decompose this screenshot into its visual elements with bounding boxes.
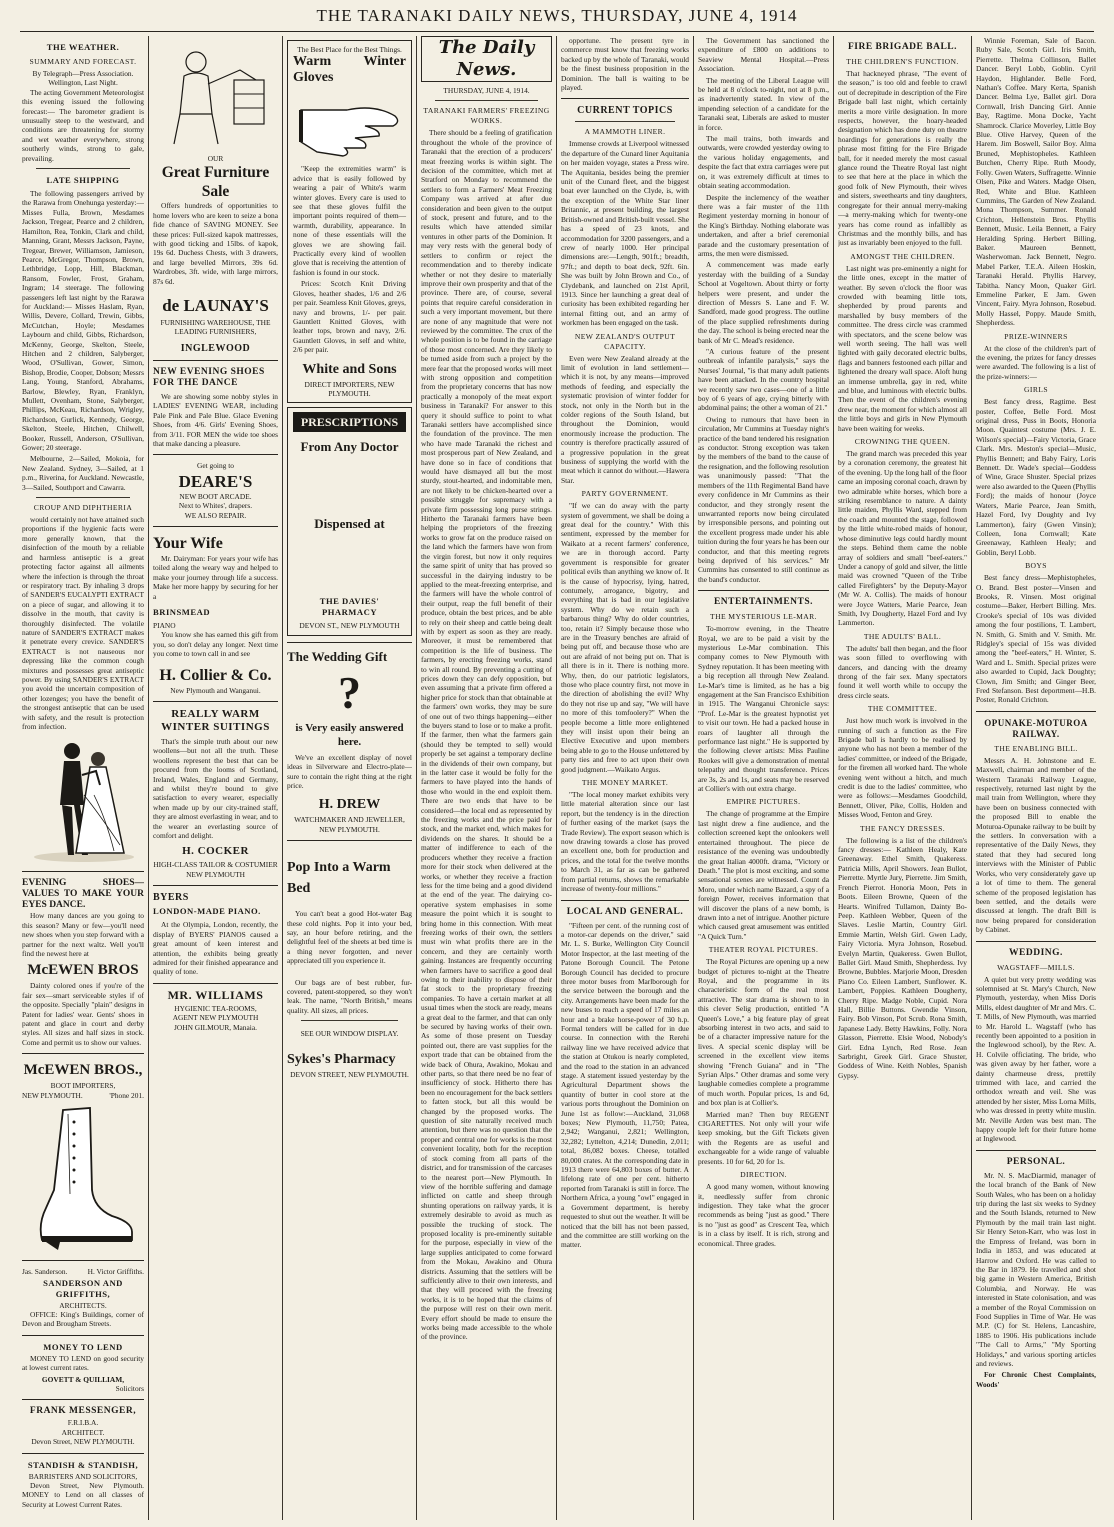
- divider: [22, 1453, 144, 1454]
- sanderson-partner-a: Jas. Sanderson.: [22, 1267, 68, 1277]
- white-sons-subheading: DIRECT IMPORTERS, NEW PLYMOUTH.: [304, 379, 395, 398]
- standish-text: Devon Street, New Plymouth. MONEY to Lend on all classes of Security at Lowest Current Rates.: [22, 1480, 144, 1509]
- railway-heading: OPUNAKE-MOTUROA RAILWAY.: [984, 717, 1088, 739]
- mcewen-address-line: [22, 1091, 144, 1100]
- dateline: THURSDAY, JUNE 4, 1914.: [443, 86, 530, 95]
- sanderson-role: ARCHITECTS.: [59, 1300, 107, 1310]
- messenger-address: Devon Street, NEW PLYMOUTH.: [31, 1437, 135, 1447]
- divider: [153, 454, 278, 455]
- local-general-heading: LOCAL AND GENERAL.: [566, 906, 684, 917]
- shipping-text: The following passengers arrived by the Rarawa from Onehunga yesterday:— Misses Fulla, Brown, Mesdames Jackson, Tregear, Pearce and 2 children, Hamilton, Rea, Tonkin, Clark and child, Manning, Grant, Messrs Jackson, Payne, Tregear, Brewer, Williamson, Jamieson, Pearce, McGregor, Thompson, Brown, Lethbridge, Lopp, Hill, Blackman, Ransom, Fowler, Frost, Graham, Ingram; 14 steerage. The following passengers left last night by the Rarawa for Auckland:— Misses Haslam, Ryan, Willis, Devere, Collard, Trewin, Gibbs, McCutchan, Hoyle; Mesdames Laybourn and child, Gibbs, Richardson, McKenny, George, Skelton, Steele, Hitchen and 2 children, Salyberger, Wood, O'Sullivan, Gower, Simon, Bishop, Brodie, Cooper, Dobson; Messrs Lang, Young, Stanford, Abrahams, Barlow, Blewley, Ryan, Franklyn, Mullett, Ovenham, Stone, Salyberger, Phillips, McKeau, Richardson, Wrigley, Richardson, Gurlick, Kennedy, George, Skelton, Steele, Hitchen, Chilwell, Booker, Russell, Anderson, O'Sullivan, Gower; 20 steerage.: [22, 189, 144, 453]
- hot-water-bag-text: You can't beat a good Hot-water Bag these cold nights. Pop it into your bed, say, an hour before retiring, and the delightful feel of the sheets at bed time is a thing never forgotten, and never appreciated till you experience it.: [287, 909, 412, 966]
- wedding-heading: WEDDING.: [1009, 947, 1063, 958]
- divider: [976, 711, 1096, 712]
- prescriptions-heading: PRESCRIPTIONS: [293, 412, 406, 432]
- deares-intro: Get going to: [197, 461, 234, 471]
- column-4: [421, 36, 552, 1520]
- window-display: SEE OUR WINDOW DISPLAY.: [300, 1029, 399, 1039]
- standish-heading: STANDISH & STANDISH,: [27, 1459, 139, 1470]
- gloves-quote: "Keep the extremities warm" is advice that is easily followed by wearing a pair of White's warm winter gloves. Every care is used to see that these gloves fulfil the important points required of them—warmth, durability, appearance. In none of these essentials will the gloves we are showing fail. Practically every kind of woollen glove that is receiving the attention of fashion is found in our stock.: [293, 164, 406, 277]
- furniture-our: OUR: [207, 154, 224, 163]
- easily-answered: is Very easily answered here.: [295, 721, 404, 748]
- furniture-sale-heading: Great Furniture Sale: [161, 164, 270, 201]
- news-item-b: The meeting of the Liberal League will be held at 8 o'clock to-night, not at 8 p.m., as inadvertently stated. In view of the impending selection of a candidate for the Taranaki seat, Liberals are asked to muster in force.: [698, 75, 829, 132]
- white-sons-heading: White and Sons: [302, 361, 397, 377]
- sanderson-partners: [22, 1267, 144, 1276]
- glove-hand-illustration: [295, 90, 405, 160]
- column-2: [153, 36, 278, 1520]
- column-rule: [556, 36, 557, 1520]
- piano-label: PIANO: [153, 620, 176, 630]
- theatre-royal-text: The Royal Pictures are opening up a new budget of pictures to-night at the Theatre Royal, and the programme in its characteristic form of the real most attractive. The star drama is shown to in this clever Selig production, entitled "A Queen's Love," a big feature play of great absorbing interest in two acts, and said to be of a character impressive nature for the lives. A special scenic display will be screened in the excellent view items showing "French Guiana" and in "The Syrian Alps." Other dramas and some very laughable comedies complete a programme of much worth. Popular prices, 1s and 6d, and box plan is at Collier's.: [698, 957, 829, 1108]
- crowning-queen-heading: CROWNING THE QUEEN.: [854, 437, 951, 447]
- forecast-text: The acting Government Meteorologist this evening issued the following forecast:— The barometer gradient is unusually steep to the westward, and conditions are threatening for stormy and wet weather everywhere, strong southerly winds, strong to gale, prevailing.: [22, 87, 144, 163]
- collier-heading: H. Collier & Co.: [159, 666, 272, 684]
- personal-heading: PERSONAL.: [1006, 1156, 1066, 1167]
- sanderson-heading: SANDERSON AND GRIFFITHS,: [43, 1277, 123, 1299]
- dancing-couple-illustration: [24, 735, 142, 865]
- croup-text: would certainly not have attained such proportions if the hygienic facts were more generally known, that the disinfection of the mouth by a reliable and harmless antiseptic is a great protecting factor against all ailments where the infection is through the throat or respiratory tract. By inhaling 3 drops of SANDER'S EUCALYPTI EXTRACT on a piece of sugar, and allowing it to dissolve in the mouth, that cavity is thoroughly disinfected. The volatile nature of SANDER'S EXTRACT makes it penetrate every crevice. SANDER'S EXTRACT is not nauseous nor depressing like the common cough mixtures and possesses great antiseptic power. By using SANDER'S EXTRACT you avoid the uncertain composition of other lozenges; you have the benefit of the strongest antiseptic that can be used with safety, and the result is protection from infection.: [22, 515, 144, 731]
- mcewen-role: BOOT IMPORTERS,: [50, 1081, 116, 1091]
- personal-text: Mr. N. S. MacDiarmid, manager of the local branch of the Bank of New South Wales, who has been on a holiday trip during the last six weeks to Sydney and the South Islands, returned to New Plymouth by the mail train last night. Sir Henry Seton-Karr, who was lost in the Empress of Ireland, was born in India in 1853, and was educated at Harrow and Oxford. He was called to the Bar in 1879. He travelled and shot big game in Western America, British Columbia, and Norway. He was interested in State colonisation, and was a member of the Royal Commission on Food Supplies in Time of War. He was M.P. (C) for St. Helens, Lancashire, 1885 to 1906. His publications include "The Call to Arms," "My Sporting Holidays," and various sporting articles and reviews.: [976, 1170, 1096, 1368]
- column-rule: [282, 36, 283, 1520]
- divider: [435, 100, 538, 101]
- pop-into-bed-heading: Pop Into a Warm Bed: [287, 860, 391, 897]
- mcewen-bros-heading: McEWEN BROS: [27, 962, 139, 979]
- empire-pictures-heading: EMPIRE PICTURES.: [726, 797, 801, 807]
- davies-heading: THE DAVIES' PHARMACY: [319, 596, 380, 618]
- gloves-ad: [287, 40, 412, 403]
- mammoth-liner-text: Immense crowds at Liverpool witnessed the departure of the Cunard liner Aquitania on her maiden voyage, states a Press wire. The Aquitania, besides being the premier unit of the Cunard fleet, and the biggest boat ever launched on the Clyde, is, with the exception of the White Star liner Britannic, at present building, the largest British-owned and British-built vessel. She has a speed of 23 knots, and accommodation for 3200 passengers, and a crew of nearly 1000. Her principal dimensions are:—Length, 901ft.; breadth, 97ft.; and depth to boat deck, 92ft. 6in. She was built by John Brown and Co., of Clydebank, and launched on 21st April, 1913. Since her launching a great deal of curiosity has been exhibited regarding her internal fitting out, and an army of workmen has been engaged on the task.: [561, 139, 689, 328]
- boot-illustration: [28, 1104, 138, 1254]
- mcewen-bros-name: McEWEN BROS.,: [23, 1062, 143, 1079]
- divider: [153, 526, 278, 527]
- forecast-subheading: By Telegraph—Press Association. Wellington, Last Night.: [32, 69, 134, 88]
- committee-heading: THE COMMITTEE.: [867, 704, 938, 714]
- pharmacy-spacer: [293, 457, 406, 513]
- prize-winners-heading: PRIZE-WINNERS: [1004, 331, 1068, 341]
- williams-subheading: HYGIENIC TEA-ROOMS,: [174, 1003, 257, 1013]
- divider: [153, 983, 278, 984]
- news-item-c: The mail trains, both inwards and outwards, were crowded yesterday owing to the various holiday engagements, and despite the fact that extra carriages were put on, it was extremely difficult at times to obtain seating accommodation.: [698, 134, 829, 191]
- furniture-sale-text: Offers hundreds of opportunities to home lovers who are keen to seize a bona fide chance of SAVING MONEY. See these prices: Full-sized kapok mattresses, with good ticking and 15lbs. of kapok, 19s 6d. Duchess Chests, with 3 drawers, and large bevelled Mirrors, 39s 6d. Wardrobes, 3ft. wide, with large mirrors, 87s 6d.: [153, 201, 278, 286]
- evening-shoes-text: How many dances are you going to this season? Many or few—you'll need new shoes when you step forward with a partner for the next waltz. Well you'll find the newest here at: [22, 911, 144, 959]
- wedding-gift-heading: The Wedding Gift: [287, 648, 388, 664]
- divider: [561, 98, 689, 99]
- daily-news-title: The Daily News.: [421, 36, 552, 82]
- hot-water-bag-details: Our bags are of best rubber, fur-covered, patent-stoppered, so they won't leak. The name, "North British," means quality. All sizes, all prices.: [287, 977, 412, 1015]
- byers-heading: BYERS: [153, 892, 189, 904]
- divider: [36, 497, 130, 498]
- mcewen-address: NEW PLYMOUTH.: [22, 1090, 83, 1100]
- question-mark: ?: [338, 666, 361, 718]
- shipping-heading: LATE SHIPPING: [46, 175, 120, 186]
- evening-shoes-ad-heading: NEW EVENING SHOES FOR THE DANCE: [153, 366, 265, 388]
- prize-winners-text: At the close of the children's part of the evening, the prizes for fancy dresses were awarded. The following is a list of the prize-winners:—: [976, 343, 1096, 381]
- column-3: [287, 36, 412, 1520]
- money-role: Solicitors: [115, 1383, 144, 1393]
- girls-heading: GIRLS: [1024, 385, 1048, 395]
- deares-location: Next to Whites', drapers.: [178, 501, 253, 511]
- girls-prizes: Best fancy dress, Ragtime. Best poster, Coffee, Belle Ford. Most original dress, Puss in Boots, Honoria Moon. Quaintest costume (Mrs. J. E. Wilson's special)—Fairy Victoria, Grace Clark. Mrs. Meston's special—Music, Phyllis Bennett; and Baby Fairy, Loris Bennett. Dr. Wade's special—Goddess of Wine, Grace Shuster. Special prizes were also awarded to the Queen (Phyllis Ford); the maids of honour (Joyce Waters, Marie Pearce, Jean Smith, Hazel Ford, Ivy Doughty and Ivy Lammerton), fairy (Gwen Vinsin); Colleen, Iona Cornwall; Kate Greenaway, Kathleen Healy; and Goblin, Beryl Lobb.: [976, 397, 1096, 557]
- money-market-text: "The local money market exhibits very little material alteration since our last report, but the tendency is in the direction of further easing of the market (says the Trade Review). The export season which is now drawing towards a close has proved an excellent one, both for production and prices, and the total for the twelve months to March 31, as far as can be gathered from partial returns, shows the remarkable increase of twenty-four millions.": [561, 790, 689, 894]
- standish-role: BARRISTERS AND SOLICITORS,: [28, 1471, 138, 1481]
- output-capacity-heading: NEW ZEALAND'S OUTPUT CAPACITY.: [574, 331, 676, 351]
- divider: [22, 1399, 144, 1400]
- money-heading: MONEY TO LEND: [43, 1341, 123, 1352]
- column-7: [838, 36, 967, 1520]
- warm-suitings-text: That's the simple truth about our new woollens—but not all the truth. These woollens represent the best that can be procured from the looms of Scotland, Ireland, Wales, England and Germany, and whilst they're bound to give satisfaction to every wearer, especially when made up by our city-trained staff, they are almost everlasting in wear, and to the wearer an everlasting source of comfort and delight.: [153, 737, 278, 841]
- fancy-dresses-heading: THE FANCY DRESSES.: [859, 823, 946, 833]
- croup-heading: CROUP AND DIPHTHERIA: [33, 503, 133, 513]
- divider: [153, 885, 278, 886]
- enabling-bill-text: Messrs A. H. Johnstone and E. Maxwell, chairman and member of the Western Taranaki Railway League, respectively, returned last night by the mail train from Wellington, where they have been on business connected with the proposed Bill to enable the Moturoa-Opunake railway to be built by the settlers. In conversation with a representative of the Daily News, they stated that they had secured long interviews with the Minister of Public Works, who very considerately gave up a lot of time to them. The general scheme of the proposed legislation has been settled, and the details were discussed at length. The draft Bill is now being prepared for consideration by Cabinet.: [976, 755, 1096, 935]
- news-item-g: Owing to rumours that have been in circulation, Mr Cummins at Tuesday night's practice of the band tendered his resignation as conductor. Strong exception was taken by the members of the band to the cause of the resignation, and the following resolution was unanimously passed: "That the members of the 11th Regimental Band have every confidence in Mr Cummins as their conductor, and they strongly resent the unwarranted reports now being circulated by irresponsible persons, and pointing out the excellent progress made under his able tuition during the four years he has been our conductor, and that this meeting regrets being deprived of his services." Mr Cummins has consented to still continue as the band's conductor.: [698, 414, 829, 584]
- collier-address: New Plymouth and Wanganui.: [170, 685, 261, 695]
- evening-shoes-heading: EVENING SHOES— VALUES TO MAKE YOUR EYES DANCE.: [22, 878, 144, 911]
- editorial-text: There should be a feeling of gratification throughout the whole of the province of Taranaki that the erection of a producers' meat freezing works is within sight. The decision of the committee, which met at Stratford on Monday to recommend the settlers to form a Farmers' Meat Freezing Company was arrived at after due consideration and been given to the output of stock, present and future, and to the results which have attended similar ventures in other parts of the Dominion. It may very rests with the general body of settlers to confirm or reject the recommendation and to thereby indicate whether or not they desire to materially improve their own prosperity and that of the province. There are, of course, several points that require careful consideration in such a very important movement, but there are none of any magnitude that were not reviewed by the committee. The crux of the whole position is to be found in the carriage of those most concerned. Are they likely to be turned aside from such a project by the mere fear that the proposed works will meet with strong opposition and competition from the proprietary concerns that has now practically a monopoly of the meat export business in Taranaki? For answer to this query it should suffice to point to what Taranaki settlers have accomplished since the foundation of the province. The men who have made Taranaki the richest and most prosperous part of New Zealand, and have done so in face of conditions that would have dismayed all but the most sturdy, stout-hearted, and indomitable men, are not likely to be chicken-hearted over a possible struggle for supremacy with a private firm possessing long purse strings. Hitherto the Taranaki farmers have been helping the proprietors of the freezing works to grow fat on the produce raised on the land which the farmers have won from the virgin forest, but now it only requires the same spirit of unity that has proved so successful in the dairying industry to be applied to the meat-freezing enterprise, and the farmers will have the whole control of their output, reap the full benefit of their produce, obtain the best prices, and be able to rely on their sheep and cattle being dealt with by expert as soon as they are ready. Moreover, it must be remembered that competition is the life of business. The farmers, by erecting freezing works, stand to win all round. By preventing a cutting of prices down they can defy opposition, but even assuming that a private firm offered a higher price for stock than that obtainable at the farmers' own works, they may be sure of one out of two things happening—either the buyers stand to lose or to make a profit. If the farmer, then what the farmers gain (should they be tempted to sell) would properly be set against a temporary decline in the dividends of their own company, but in the latter case it would be folly for the farmers to have played into the hands of those who would in the end exploit them. There are two ends that have to be considered—the local end as represented by the freezing works and the price paid for stock, and the market end, which makes for dividends on the shares. It should be a matter of indifference to each of the producers whether they receive a fraction more for their stock when delivered at the works, or whether they receive a fraction less for the time being and a good dividend at the end of the year. The dairying co-operative system emphasises in some measure the point which it is sought to bring home in this connection. With meat freezing works of their own, the settlers must win what profits there are in the concern, and they are certainly worth gaining. Instances are frequently occurring when farmers have to sacrifice a good deal owing to their inability to dispose of their fat stock to the proprietary freezing companies. To have a certain market at all usual times when the stock are ready, means a great deal to the farmer, and that can only be secured by having works of their own. As some of those present on Tuesday pointed out, there are vast supplies for the export trade that can be obtained from the wide back of Ohura, Awakino, Mokau and other parts, so that there need be no fear of insufficiency of stock. Hitherto there has been no encouragement for the back settlers to fatten stock, but all this would be changed by the proposed works. The question of site naturally received much attention, but there was no question that the proper and central one for works is the most convenient locality, both for the reception of stock coming from all parts of the district, and for transmission of the carcases to the nearest port—New Plymouth. In view of the horrible suffering and damage inflicted on cattle and sheep through shunting operations on railway yards, it is extremely desirable to avoid as much as possible the trucking of stock. The proposed locality is pre-eminently suitable for the purpose, especially in view of the large supplies anticipated to come forward from the Mokau, Awakino and Ohura districts. Assuming that the settlers will be sufficiently alive to their own interests, and that they will proceed with the freezing works, it is to be hoped that the claims of the purpose will rest on their own merit. Every effort should be made to ensure the works being made accessible to the whole of the province.: [421, 128, 552, 1342]
- column-5: [561, 36, 689, 1520]
- editorial-heading: TARANAKI FARMERS' FREEZING WORKS.: [423, 106, 550, 126]
- williams-agent-2: JOHN GILMOUR, Manaia.: [174, 1022, 257, 1032]
- local-general-text: "Fifteen per cent. of the running cost of a motor-car depends on the driver," said Mr. L. S. Burke, Wellington City Council Motor Inspector, at the last meeting of the Patone Borough Council. The Petone Borough Council has decided to procure three motor buses from Marlborough for the service between the borough and the city. Arrangements have been made for the new buses to reach a speed of 17 miles an hour and a brake horse-power of 30 h.p. Formal tenders will be called for in due course. In connection with the Rerehi railway line we have received advice that the station at Otukou is nearly completed, and the road to the station in an advanced stage. A statement issued yesterday by the Agricultural Department shows the quantity of butter in cool store at the various ports throughout the Dominion on June 1st as follow:—Auckland, 31,068 boxes; New Plymouth, 11,750; Patea, 2,942; Wanganui, 2,821; Wellington, 32,282; Lyttelton, 4,214; Dunedin, 2,011; total, 86,082 boxes. Cheese, totalled 80,000 crates. At the corresponding date in 1913 there were 64,803 boxes of butter. A lifelong rate of one per cent. hitherto reported from Taranaki is still in force. The Northern Africa, a young "owl" engaged in a Government department, is hereby requested to shut out the weather. It will be noticed that the bill has not been passed, and the committee are still working on the matter.: [561, 920, 689, 1250]
- divider: [561, 900, 689, 901]
- crowning-queen-text: The grand march was preceded this year by a coronation ceremony, the greatest hit of the evening. Up the long hall of the floor came an imposing coronal coach, drawn by two admirable white horses, which bore a striking resemblance to nature. A dainty little maiden, Phyllis Ward, stepped from the coach and mounted the stage, followed by the little white-robed maids of honour, whose diminutive legs could hardly mount the steps. Behind them came the noble array of soldiers and small "beef-eaters." Under a canopy of gold and silver, the little maid was crowned "Queen of the Tribe called Firefighters" by the Deputy-Mayor (Mr W. A. Collis). The maids of honour were Joyce Watters, Marie Pearce, Jean Smith, Ivy Dougherty, Hazel Ford and Ivy Lammerton.: [838, 449, 967, 628]
- divider: [22, 871, 144, 872]
- column-1: [22, 36, 144, 1520]
- le-mar-heading: THE MYSTERIOUS LE-MAR.: [710, 612, 817, 622]
- byers-text: At the Olympia, London, recently, the display of BYERS' PIANOS caused a great amount of keen interest and attention, the exhibits being greatly admired for their finished appearance and quality of tone.: [153, 920, 278, 977]
- column-6: [698, 36, 829, 1520]
- divider: [301, 1020, 398, 1021]
- sanderson-office: OFFICE: King's Buildings, corner of Devon and Brougham Streets.: [22, 1309, 144, 1329]
- mcewen-text: Dainty colored ones if you're of the fair sex—smart serviceable styles if of the opposite. Specially "plain" designs in Patent for ladies' wear. Gents' shoes in patent and glace in court and derby styles. All sizes and half sizes in stock. Come and permit us to show our values.: [22, 981, 144, 1047]
- news-item-e: A commencement was made early yesterday with the building of a Sunday School at Vogeltown. About thirty or forty helpers were present, and under the direction of Messrs S. Lane and F. W. Sandford, made good progress. The outline of the place supplied refreshments during the day. The school is being erected near the bank of Mr C. Mead's residence.: [698, 260, 829, 345]
- direction-heading: DIRECTION.: [740, 1170, 787, 1180]
- news-item-d: Despite the inclemency of the weather there was a fair muster of the 11th Regiment yesterday morning in honour of the King's Birthday. Nothing elaborate was undertaken, and after a brief ceremonial parade and the customary presentation of arms, the men were dismissed.: [698, 192, 829, 258]
- editorial-continuation: opportune. The present tyre in commerce must know that freezing works backed up by the whole of Taranaki, would be the finest business proposition in the Dominion. The ball is waiting to be played.: [561, 36, 689, 93]
- williams-heading: MR. WILLIAMS: [167, 987, 264, 1002]
- deares-heading: DEARE'S: [178, 471, 253, 491]
- dispensed-heading: Dispensed at: [314, 516, 385, 532]
- divider: [22, 1053, 144, 1054]
- divider: [22, 1260, 144, 1261]
- enabling-bill-heading: THE ENABLING BILL.: [994, 743, 1078, 753]
- current-topics-heading: CURRENT TOPICS: [577, 105, 673, 117]
- divider: [698, 590, 829, 591]
- deares-repair: WE ALSO REPAIR.: [184, 510, 247, 520]
- divider: [22, 1335, 144, 1336]
- news-item-f: "A curious feature of the present outbreak of infantile paralysis," says the Nurses' Journal, "is that many adult patients have been attacked. In the country hospital we recently saw two cases—one of a little boy of 6 years of age, crying bitterly with abdominal pains; the other a woman of 21.": [698, 347, 829, 413]
- your-wife-text-2: You know she has earned this gift from you, so don't delay any longer. Next time you come to town call in and see: [153, 630, 278, 659]
- news-item-a: The Government has sanctioned the expenditure of £800 on additions to Seaview Mental Hospital.—Press Association.: [698, 36, 829, 74]
- amongst-children-text: Last night was pre-eminently a night for the little ones, except in the matter of weather. By seven o'clock the floor was crowded with beaming little tots, shepherded by proud parents and marshalled by busy members of the committee. The dress circle was crammed with spectators, and the scene below was well worth seeing. The hall was well lighted with gaily decorated electric bulbs, flags and banners festooned each pillar and lightened the dreary wall space. Aloft hung an immense umbrella, gay in red, white and blue, and luminous with electric bulbs. Then the event of the children's evening drew near, the moment for which almost all the little boys and girls in New Plymouth have been waiting for weeks.: [838, 263, 967, 433]
- evening-shoes-ad-text: We are showing some nobby styles in LADIES' EVENING WEAR, including Pale Pink and Pale Blue. Glace Evening Shoes, from 4/6. Girls' Evening Shoes, from 3/11. FOR MEN the wide toe shoes that make dancing a pleasure.: [153, 391, 278, 448]
- theatre-royal-heading: THEATER ROYAL PICTURES.: [708, 945, 819, 955]
- davies-address: DEVON ST., NEW PLYMOUTH: [299, 621, 400, 631]
- column-rule: [416, 36, 417, 1520]
- masthead: THE TARANAKI DAILY NEWS, THURSDAY, JUNE 4, 1914: [20, 6, 1094, 32]
- column-8: [976, 36, 1096, 1520]
- furniture-sale-illustration: [156, 40, 276, 150]
- divider: [287, 840, 412, 841]
- wagstaff-mills-heading: WAGSTAFF—MILLS.: [997, 962, 1075, 972]
- le-mar-text: To-morrow evening, in the Theatre Royal, we are to be paid a visit by the mysterious Le-Mar combination. This company comes to New Plymouth with Sydney reputation. It has been meeting with a big reception all through New Zealand. Le-Mar's time is limited, as he has a big engagement at the San Francisco Exhibition in 1915. The Wanganui Chronicle says: "Prof. Le-Mar is the greatest hypnotist yet to visit our town. He had a packed house in roars of laughter all through the performance last night." He is supported by the following clever artists: Miss Pauline Rookes will give a demonstration of mental telepathy and thought transference. Prices are 3s, 2s and 1s, and seats may be reserved at Collier's with out extra charge.: [698, 624, 829, 794]
- regent-cigarettes-text: Married man? Then buy REGENT CIGARETTES. Not only will your wife keep smoking, but the Gift Tickets given with the Regents are as useful and exchangeable for a wide range of valuable presents. 10 for 6d, 20 for 1s.: [698, 1109, 829, 1166]
- column-rule: [833, 36, 834, 1520]
- shipping-movements: Melbourne, 2—Sailed, Mokoia, for New Zealand. Sydney, 3—Sailed, at 1 p.m., Riverina, for Auckland. Newcastle, 3—Sailed, Southport and Cawarra.: [22, 454, 144, 492]
- wagstaff-mills-text: A quiet but very pretty wedding was solemnised at St. Mary's Church, New Plymouth, yesterday, when Miss Doris Mills, eldest daughter of Mr and Mrs. C. T. Mills, of New Plymouth, was married to Mr. Harold L. Wagstaff (who has recently been appointed to a position in the Inglewood school), by the Rev. A. H. Colvile officiating. The bride, who was given away by her father, wore a dainty charmeuse dress, prettily trimmed with lace, and carried the orthodox wreath and veil. She was attended by her sister, Miss Lorna Mills, who was dressed in pretty white muslin. Mr. Neville Arden was best man. The happy couple left for their future home at Inglewood.: [976, 974, 1096, 1144]
- direction-text: A good many women, without knowing it, needlessly suffer from chronic indigestion. They take what the grocer recommends as being "just as good." There is no "just as good" as Crescent Tea, which is in a class by itself. It is rich, strong and economical. Three grades.: [698, 1182, 829, 1248]
- cocker-heading: H. COCKER: [182, 845, 249, 858]
- sanderson-partner-b: H. Victor Griffiths.: [87, 1267, 144, 1277]
- forecast-heading: SUMMARY AND FORECAST.: [29, 57, 137, 66]
- money-firm: GOVETT & QUILLIAM,: [41, 1374, 125, 1384]
- delaunay-subheading: FURNISHING WAREHOUSE, THE LEADING FURNISHERS,: [160, 318, 271, 337]
- adults-ball-heading: THE ADULTS' BALL.: [863, 631, 942, 641]
- entertainments-heading: ENTERTAINMENTS.: [713, 597, 814, 608]
- committee-text: Just how much work is involved in the running of such a function as the Fire Brigade ball is hardly to be realised by anyone who has not been a member of the ladies' committee, or indeed of the Brigade, for the firemen all worked hard. The whole evening went without a hitch, and much credit is due to the ladies' committee, who were as follows:—Mesdames Goodchild, Bennett, Oliver, Pike, Collis, Holden and Misses Wood, Fenton and Grey.: [838, 716, 967, 820]
- divider: [153, 360, 278, 361]
- pharmacy-spacer: [293, 534, 406, 590]
- divider: [36, 168, 130, 169]
- chronic-chest-ad: For Chronic Chest Complaints, Woods': [976, 1370, 1096, 1389]
- warm-suitings-heading: REALLY WARM WINTER SUITINGS: [161, 708, 270, 733]
- boys-heading: BOYS: [1025, 561, 1047, 571]
- delaunay-heading: de LAUNAY'S: [162, 296, 269, 316]
- messenger-qualification: F.R.I.B.A.: [67, 1418, 99, 1428]
- sykes-address: DEVON STREET, NEW PLYMOUTH.: [290, 1069, 409, 1079]
- divider: [153, 701, 278, 702]
- column-rule: [148, 36, 149, 1520]
- gloves-tagline: The Best Place for the Best Things.: [297, 45, 402, 54]
- party-government-text: "If we can do away with the party system of government, we shall be doing a great deal for the country." With this sentiment, expressed by the member for Waikato at a recent farmers' conference, we are in thorough accord. Party government is responsible for greater political evils than anything we know of. It is the cause of hypocrisy, lying, hatred, contumely, arrogance, bigotry, and everything that is bad in our legislative system. Why do we retain such a barbarous thing? Why do older countries, too, retain it? Simply because those who are in the Treasury benches are afraid of being put off, and because those who are out are afraid of not being put on. That is all there is in it. There is nothing more. Why, then, do our patriotic legislators, those who place country first, not move in the direction of abolishing the evil? Why do they not rise up and say, "We will have no more of this tomfoolery?" When the people become a little more enlightened they will insist upon their being an Elective Executive and upon members being able to go to the House unfettered by party ties and free to act upon their own good judgment.—Waikato Argus.: [561, 501, 689, 774]
- divider: [976, 1150, 1096, 1151]
- fancy-dresses-text: The following is a list of the children's fancy dresses:— Kathleen Healy, Kate Greenaway. Ethel Smith, Quakeress. Patricia Mills, April Showers. Jean Bullot, Pierrette. Myrtle Jury, Pierrette. Jim Smith, French Pierrot. Honoria Moon, Pets in Boots. Eileen Browne, Queen of the Hearts. Winifred Tullamon, Dainty Bo-Peep. Kathleen Webber, Queen of the Slaves. Leslie Martin, Country Girl. Emmie Martin, Welsh Girl. Gwen Lady, Fairy Victoria. Myra Johnson, Rosebud. Evelyn Martin, Quakeress. Gwen Bullot, Ballet Girl. Maud Smith, Shepherdess. Ivy Browne, Bubbles. Marjorie Moon, Dresden Piano Co. Eileen Lambert, Sunflower. K. Lambert, Poppies. Kathleen Dougherty, Cherry Ripe. Madge Noble, Cupid. Nora Hall, Billie Buttons. Gwendie Vinson, Fairy. Bob Vinson, Pot Scrub. Rona Smith, Japanese Lady. Betty Hawkins, Folly. Nora Glasson, Pierrette. Elsie Wood, Nobody's Girl. Edna Lynch, Red Rose. Jean Sarbright, Greek Girl. Grace Shuster, Goddess of Wine. Keith Nobles, Spanish Gypsy.: [838, 835, 967, 1080]
- weather-heading: THE WEATHER.: [46, 42, 120, 52]
- pharmacy-ad: [287, 407, 412, 635]
- mcewen-phone: 'Phone 201.: [109, 1090, 144, 1100]
- messenger-heading: FRANK MESSENGER,: [29, 1406, 137, 1417]
- gloves-heading: Warm Winter Gloves: [293, 54, 406, 86]
- money-market-heading: THE MONEY MARKET.: [581, 778, 669, 788]
- drew-subheading: WATCHMAKER AND JEWELLER, NEW PLYMOUTH.: [294, 815, 405, 834]
- fire-brigade-ball-heading: FIRE BRIGADE BALL.: [847, 42, 958, 52]
- childrens-function-heading: THE CHILDREN'S FUNCTION.: [846, 57, 959, 66]
- delaunay-town: INGLEWOOD: [180, 342, 251, 354]
- any-doctor-heading: From Any Doctor: [300, 439, 399, 455]
- divider: [575, 121, 675, 122]
- williams-agent: AGENT NEW PLYMOUTH: [172, 1013, 259, 1023]
- gloves-prices: Prices: Scotch Knit Driving Gloves, heather shades, 1/6 and 2/6 per pair. Seamless Knit Gloves, greys, navy and browns, 1/- per pair. Gauntlett Knitted Gloves, with leather tops, brown and navy, 2/6. Gauntlett Gloves, in self and white, 2/6 per pair.: [293, 279, 406, 355]
- output-capacity-text: Even were New Zealand already at the limit of evolution in land settlement—which it is not, by any means—improved methods of feeding, and especially the systematic provision of winter fodder for stock, not only in the North but in the colder regions of the South Island, but throughout the Dominion, would enormously increase the production. The country is therefore practically assured of a progressive population in the great business of supplying the world with the meat which it cannot do without.—Hawera Star.: [561, 353, 689, 485]
- column-rule: [693, 36, 694, 1520]
- divider: [287, 642, 412, 643]
- adults-ball-text: The adults' ball then began, and the floor was soon filled to overflowing with dancers, and dancing with the dreamy throng of the fair sex. Many spectators found it well worth while to occupy the dress circle seats.: [838, 643, 967, 700]
- messenger-role: ARCHITECT.: [61, 1427, 105, 1437]
- money-text: MONEY TO LEND on good security at lowest current rates.: [22, 1353, 144, 1373]
- fancy-dresses-list: Winnie Foreman, Sale of Bacon. Ruby Sale, Scotch Girl. Iris Smith, Pierrette. Thelma Collinson, Ballet Dancer. Beryl Lobb, Goblin. Cyril Haydon, Highlander. Belle Ford, Nathan's Coffee. Mary Kerta, Spanish Dancer. Belma Lye, Ballet girl. Dora Cornwall, Irish Dancing Girl. Annie Bay, Ragtime. Mona Docke, Yacht Shamrock. Clarice Moverley, Little Boy Blue. Olive Harvey, Queen of the Harem. Jim Boswell, Sailor Boy. Alma Bruned, Mephistopheles. Kathleen Butchen, Cherry Ripe. Ruth Moody, Folly. Gwen Waters, Suffragette. Winnie Olsen, Pike and Waters. Madge Olsen, Red, White and Blue. Kathleen Cummins, The Garden of New Zealand. Mona Thompson, Summer. Ronald Crichton, Hellenstein Bros. Phyllis Bennett, Music. Leila Bennett, a Fairy Heralding Spring. Herbert Billing, Baker. Maureen Bennett, Washerwoman. Jack Bennett, Negro. Mabel Parker, T.E.A. Aileen Hoskin, Taranaki Herald. Phyllis Harvey, Tabitha. Nancy Moon, Quaker Girl. Emmeline Parker, E Jam. Gwen Vincent, Fairy. Myra Johnson, Rosebud. Molly Hassel, Poppy. Maude Smith, Shepherdess.: [976, 36, 1096, 328]
- mammoth-liner-heading: A MAMMOTH LINER.: [584, 127, 666, 137]
- divider: [976, 941, 1096, 942]
- amongst-children-heading: AMONGST THE CHILDREN.: [850, 251, 955, 261]
- your-wife-text: Mr. Dairyman: For years your wife has toiled along the weary way and helped to make your journey through life a success. Make her more happy by securing for her a: [153, 553, 278, 601]
- drew-heading: H. DREW: [318, 797, 381, 813]
- cocker-subheading: HIGH-CLASS TAILOR & COSTUMIER NEW PLYMOUTH: [153, 860, 278, 879]
- brinsmead-heading: BRINSMEAD: [153, 606, 211, 617]
- party-government-heading: PARTY GOVERNMENT.: [581, 489, 669, 499]
- childrens-function-text: That hackneyed phrase, "The event of the season," is too old and feeble to crawl out of decrepitude in description of the Fire Brigade ball last night, which certainly merits a more virile designation. In more respects, however, the hoary-headed designation which has done duty on theatre hoardings for generations is really the phrase most fitting for the Fire Brigade ball, for it needed merely the most casual glance round the Theatre Royal last night to see that here at the place in which the good folk of New Plymouth, their wives and sisters, sweethearts and tiny daughters, congregate for their annual merry-making —a merry-making which for twenty-one years has come round as infallibly as Christmas and the monthly bills, and has just as invariably been enjoyed to the full.: [838, 69, 967, 248]
- column-rule: [971, 36, 972, 1520]
- boys-prizes: Best fancy dress—Mephistopheles, O. Brand. Best poster—Vinsen and Brooks, R. Vinsen. Most original costume—Baker, Herbert Billing. Mrs. Crooke's special of 10s was divided among the four postilions, T. Lambert, N. Smith, G. Smith and V. Smith. Mr. Ridgley's special of 15s was divided among the "beef-eaters," H. Winter, S. Ward and L. Smith. Special prizes were also awarded to Cupid, Jack Doughty; Clown, Jim Smith; and Ginger Beer, Fred Stefanson. Best deportment—H.B. Poster, Ronald Crichton.: [976, 573, 1096, 705]
- sykes-pharmacy-heading: Sykes's Pharmacy: [287, 1051, 396, 1067]
- your-wife-heading: Your Wife: [153, 534, 223, 552]
- empire-pictures-text: The change of programme at the Empire last night drew a fine audience, and the collection screened kept the onlookers well entertained throughout. The piece de resistance of the evening was undoubtedly the great Italian 4000ft. drama, "Victory or Death." The plot is most exciting, and some sensational scenes are witnessed. Count da Moro, under which name Bazard, a spy of a foreign Power, receives information that will discover the plans of a new bomb, is drawn into a net of intrigue. Another picture which caused great amusement was entitled "A Quick Turn.": [698, 809, 829, 941]
- deares-subheading: NEW BOOT ARCADE.: [179, 491, 252, 501]
- drew-text: We've an excellent display of novel ideas in Silverware and Electro-plate—sure to contain the right thing at the right price.: [287, 752, 412, 790]
- byers-subheading: LONDON-MADE PIANO.: [153, 906, 261, 917]
